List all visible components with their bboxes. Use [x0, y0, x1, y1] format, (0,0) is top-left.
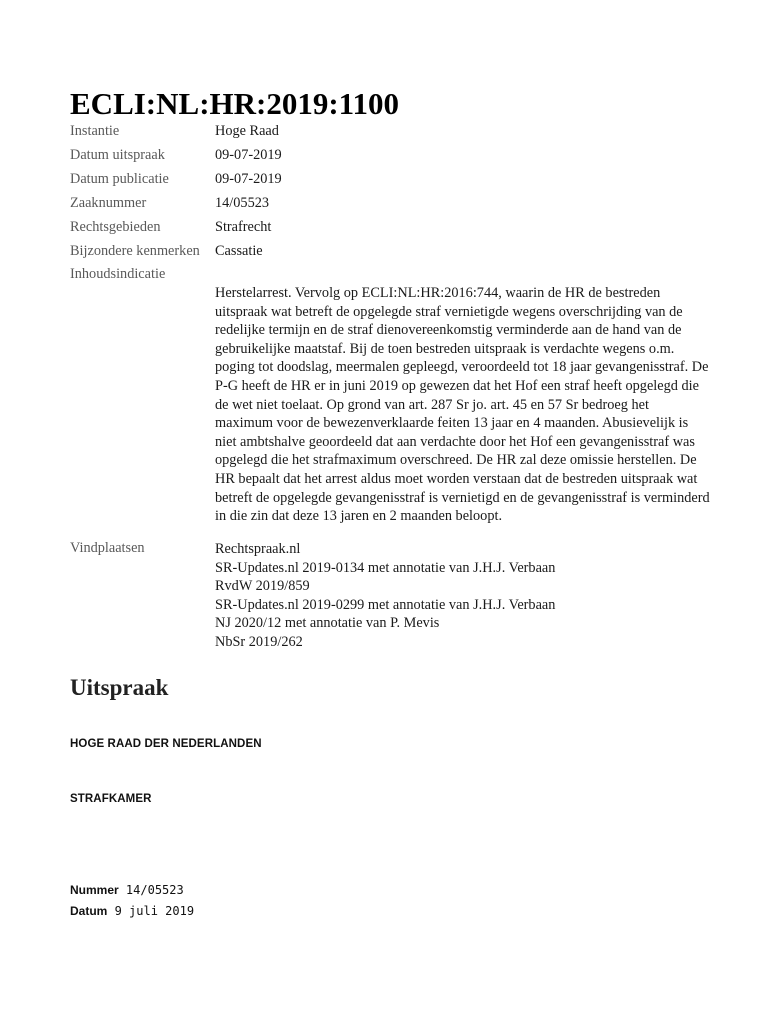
- case-number-line: [70, 880, 194, 901]
- meta-value: 09-07-2019: [215, 171, 282, 187]
- meta-label: Zaaknummer: [70, 195, 147, 211]
- vindplaats-item: NJ 2020/12 met annotatie van P. Mevis: [215, 615, 440, 632]
- summary-label: Inhoudsindicatie: [70, 266, 166, 282]
- vindplaats-item: SR-Updates.nl 2019-0134 met annotatie van J.H.J. Verbaan: [215, 559, 556, 576]
- meta-row-datum-uitspraak: [70, 146, 710, 170]
- meta-value: Cassatie: [215, 243, 263, 259]
- meta-row-bijzondere-kenmerken: [70, 242, 710, 266]
- metadata-table: [70, 122, 710, 266]
- court-name: HOGE RAAD DER NEDERLANDEN: [70, 738, 262, 750]
- meta-value: Hoge Raad: [215, 123, 279, 139]
- vindplaatsen-list: [215, 540, 555, 652]
- case-date-label: Datum: [70, 904, 108, 918]
- document-page: [70, 0, 710, 1024]
- meta-row-zaaknummer: [70, 194, 710, 218]
- meta-value: 09-07-2019: [215, 147, 282, 163]
- case-date-line: [70, 901, 194, 922]
- meta-value: 14/05523: [215, 195, 270, 211]
- section-title-uitspraak: Uitspraak: [70, 675, 169, 700]
- meta-label: Instantie: [70, 123, 120, 139]
- ecli-title: ECLI:NL:HR:2019:1100: [70, 86, 399, 121]
- meta-value: Strafrecht: [215, 219, 272, 235]
- case-number-label: Nummer: [70, 883, 119, 897]
- meta-label: Datum uitspraak: [70, 147, 165, 163]
- case-number-value: 14/05523: [125, 883, 184, 897]
- meta-label: Rechtsgebieden: [70, 219, 161, 235]
- meta-row-rechtsgebieden: [70, 218, 710, 242]
- vindplaats-item: NbSr 2019/262: [215, 633, 303, 650]
- meta-row-instantie: [70, 122, 710, 146]
- meta-row-datum-publicatie: [70, 170, 710, 194]
- vindplaats-item: Rechtspraak.nl: [215, 541, 301, 557]
- meta-label: Datum publicatie: [70, 171, 169, 187]
- meta-label: Bijzondere kenmerken: [70, 243, 200, 259]
- vindplaats-item: SR-Updates.nl 2019-0299 met annotatie van J.H.J. Verbaan: [215, 596, 556, 613]
- chamber-name: STRAFKAMER: [70, 793, 152, 805]
- vindplaatsen-label: Vindplaatsen: [70, 540, 145, 556]
- case-date-value: 9 juli 2019: [114, 904, 195, 918]
- summary-text: Herstelarrest. Vervolg op ECLI:NL:HR:2016:744, waarin de HR de bestreden uitspraak wat betreft de opgelegde straf vernietigde wegens overschrijding van de redelijke termijn en de straf dienovereenkomstig verminderde aan de hand van de gebruikelijke maatstaf. Bij de toen bestreden uitspraak is verdachte wegens o.m. poging tot doodslag, meermalen gepleegd, veroordeeld tot 18 jaar gevangenisstraf. De P-G heeft de HR er in juni 2019 op gewezen dat het Hof een straf heeft opgelegd die de wet niet toelaat. Op grond van art. 287 Sr jo. art. 45 en 57 Sr bedroeg het maximum voor de bewezenverklaarde feiten 13 jaar en 4 maanden. Abusievelijk is niet ambtshalve geoordeeld dat aan verdachte door het Hof een gevangenisstraf was opgelegd die het strafmaximum overschreed. De HR zal deze omissie herstellen. De HR bepaalt dat het arrest aldus moet worden verstaan dat de bestreden uitspraak wat betreft de opgelegde gevangenisstraf is vernietigd en de gevangenisstraf is verminderd in die zin dat deze 13 jaren en 2 maanden beloopt.: [215, 285, 710, 525]
- case-info: [70, 880, 194, 922]
- vindplaats-item: RvdW 2019/859: [215, 578, 310, 595]
